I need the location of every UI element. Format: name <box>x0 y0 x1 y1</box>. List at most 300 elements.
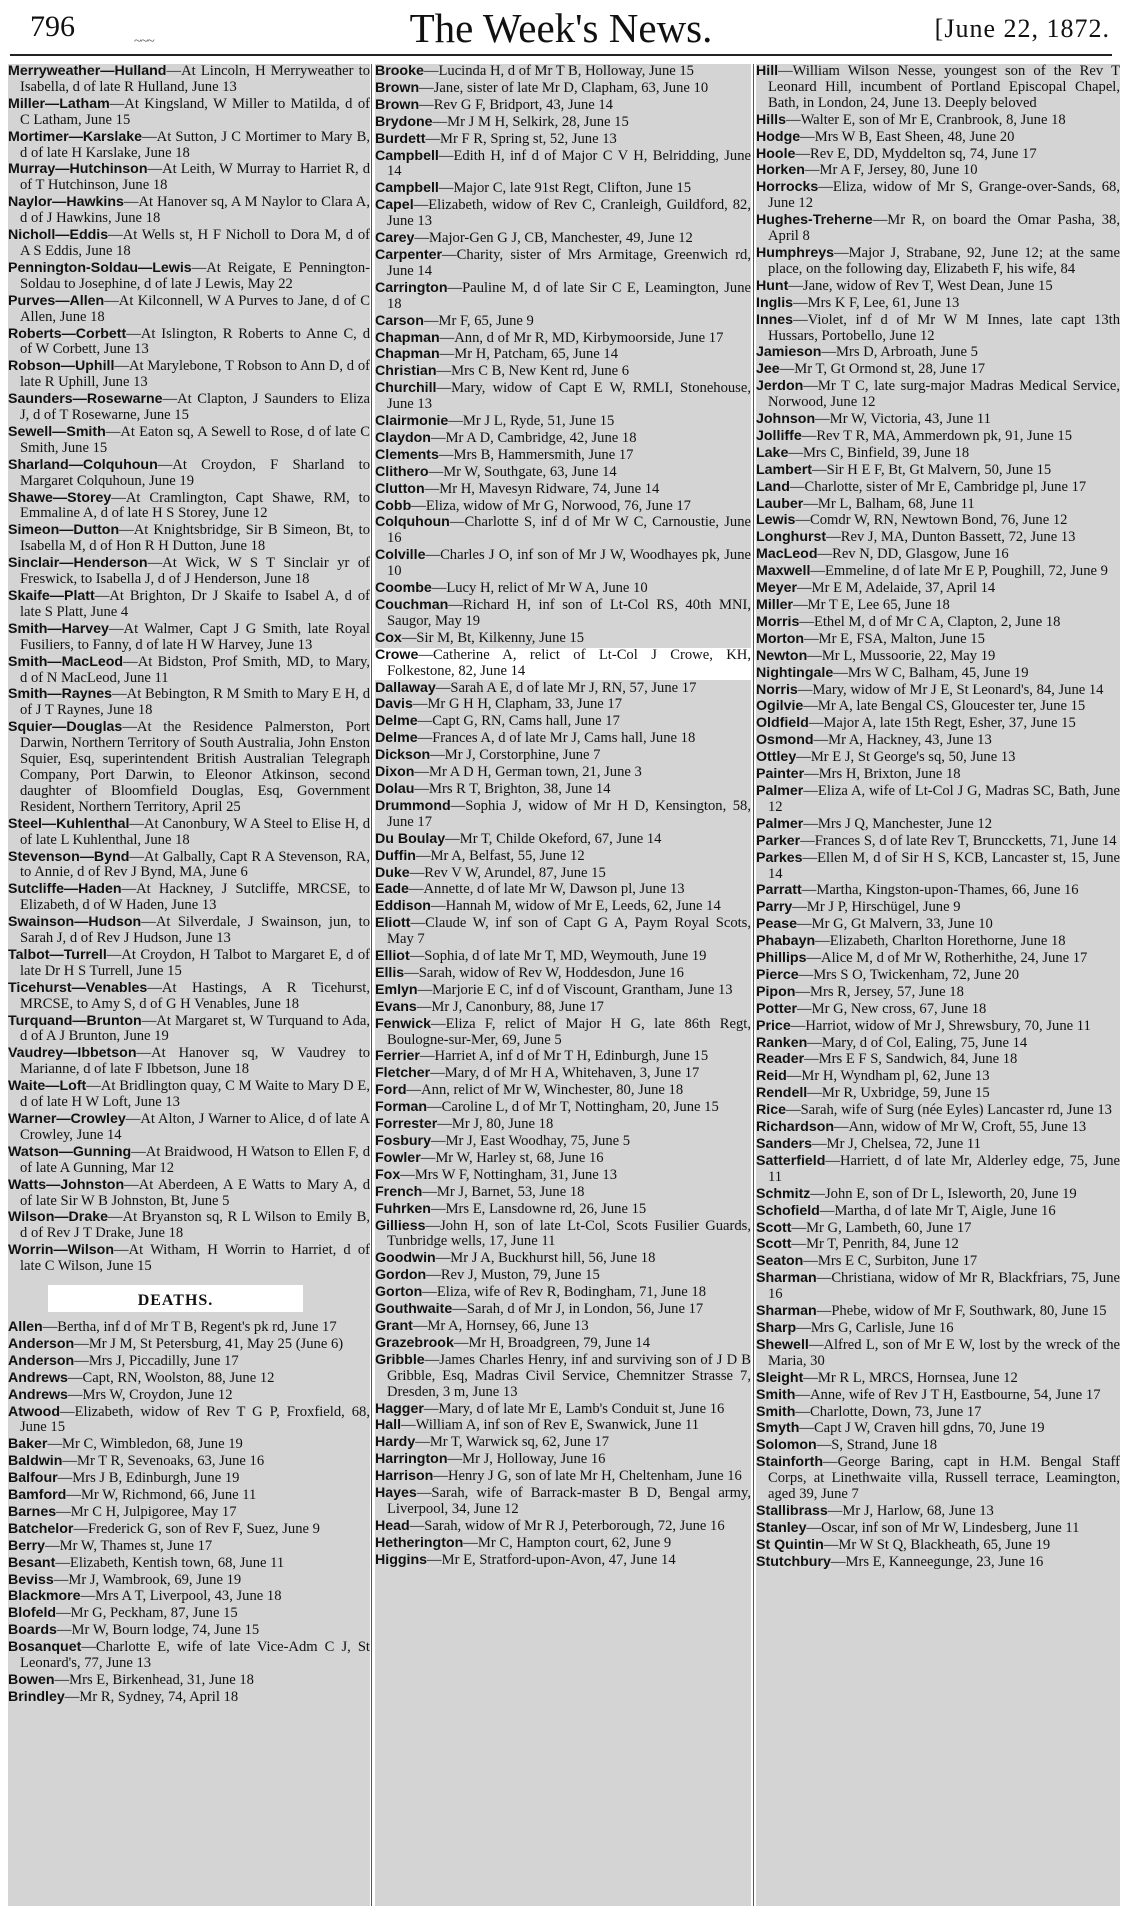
entry-name: Colville <box>375 547 426 564</box>
entry-name: Parkes <box>756 849 803 866</box>
notice-entry <box>8 1471 370 1487</box>
entry-name: Ticehurst—Venables <box>8 979 148 996</box>
entry-name: Baker <box>8 1436 48 1453</box>
entry-name: Eliott <box>375 915 411 932</box>
entry-name: Humphreys <box>756 244 835 261</box>
entry-name: Miller—Latham <box>8 95 110 112</box>
notice-entry <box>375 1151 751 1167</box>
notice-entry <box>8 1320 370 1336</box>
entry-text: —Major C, late 91st Regt, Clifton, June 15 <box>438 180 691 197</box>
notice-entry <box>8 1371 370 1387</box>
notice-entry <box>8 1673 370 1689</box>
entry-text: —At Bebington, R M Smith to Mary E H, d of J T Raynes, June 18 <box>20 686 370 719</box>
entry-name: Rendell <box>756 1085 808 1102</box>
entry-name: Hardy <box>375 1434 416 1451</box>
notice-entry <box>375 1553 751 1569</box>
notice-entry <box>8 1405 370 1437</box>
entry-name: Smyth <box>756 1420 800 1437</box>
entry-text: —Frances S, d of late Rev T, Brunccketts, 71, June 14 <box>800 832 1117 849</box>
entry-text: —Major A, late 15th Regt, Esher, 37, June 15 <box>808 715 1076 732</box>
entry-text: —Mr L, Mussoorie, 22, May 19 <box>807 647 996 664</box>
entry-text: —Mrs J B, Edinburgh, June 19 <box>57 1470 240 1487</box>
entry-text: —Mr F, 65, June 9 <box>423 312 534 329</box>
notice-entry <box>756 1455 1120 1503</box>
notice-entry <box>8 1145 370 1177</box>
entry-text: —Mr A, Hornsey, 66, June 13 <box>412 1317 589 1334</box>
entry-text: —Mr W, Thames st, June 17 <box>45 1537 213 1554</box>
entry-text: —Mrs W F, Nottingham, 31, June 13 <box>400 1166 618 1183</box>
entry-name: Delme <box>375 730 418 747</box>
entry-text: —At Walmer, Capt J G Smith, late Royal Fusiliers, to Fanny, d of late H W Harvey, June 13 <box>20 620 370 653</box>
entry-text: —Phebe, widow of Mr F, Southwark, 80, June 15 <box>816 1303 1107 1320</box>
notice-entry <box>375 966 751 982</box>
entry-name: Ogilvie <box>756 698 804 715</box>
entry-name: Duke <box>375 864 410 881</box>
entry-name: Brindley <box>8 1688 65 1705</box>
entry-text: —At Canonbury, W A Steel to Elise H, d of late L Kuhlenthal, June 18 <box>20 815 370 848</box>
entry-name: Meyer <box>756 580 798 597</box>
entry-text: —Mr C, Hampton court, 62, June 9 <box>463 1534 672 1551</box>
entry-name: Palmer <box>756 815 804 832</box>
notice-entry <box>756 1538 1120 1554</box>
notice-entry <box>375 983 751 999</box>
entry-text: —At Witham, H Worrin to Harriet, d of late C Wilson, June 15 <box>20 1242 370 1275</box>
entry-name: Talbot—Turrell <box>8 946 107 963</box>
entry-text: —At Margaret st, W Turquand to Ada, d of A J Brunton, June 19 <box>20 1012 370 1045</box>
notice-entry <box>375 465 751 481</box>
entry-name: Gordon <box>375 1267 427 1284</box>
entry-text: —Mr G, New cross, 67, June 18 <box>797 1000 987 1017</box>
entry-text: —Eliza A, wife of Lt-Col J G, Madras SC, Bath, June 12 <box>768 782 1120 815</box>
entry-name: Jamieson <box>756 344 822 361</box>
entry-text: —John E, son of Dr L, Isleworth, 20, June 19 <box>810 1185 1077 1202</box>
notice-entry <box>8 1640 370 1672</box>
entry-name: Murray—Hutchinson <box>8 161 148 178</box>
notice-entry <box>8 1210 370 1242</box>
entry-name: Dickson <box>375 747 431 764</box>
entry-name: Du Boulay <box>375 830 446 847</box>
entry-name: Warner—Crowley <box>8 1111 126 1127</box>
entry-name: Stevenson—Bynd <box>8 848 130 865</box>
entry-text: —Alice M, d of Mr W, Rotherhithe, 24, June 17 <box>806 950 1088 967</box>
entry-text: —Sarah A E, d of late Mr J, RN, 57, June 17 <box>435 679 697 696</box>
notice-entry <box>375 314 751 330</box>
notice-entry <box>8 1112 370 1144</box>
notice-entry <box>375 1536 751 1552</box>
entry-name: Duffin <box>375 847 416 864</box>
notice-entry <box>375 581 751 597</box>
entry-name: Ferrier <box>375 1048 420 1065</box>
entry-text: —Mr A, late Bengal CS, Gloucester ter, June 15 <box>803 698 1086 715</box>
entry-name: Mortimer—Karslake <box>8 128 143 145</box>
notice-entry <box>8 687 370 719</box>
entry-text: —Sarah, wife of Barrack-master B D, Bengal army, Liverpool, 34, June 12 <box>387 1485 751 1517</box>
entry-name: Parry <box>756 899 793 916</box>
notice-entry <box>756 1137 1120 1153</box>
notice-entry <box>756 1120 1120 1136</box>
notice-entry <box>8 981 370 1013</box>
entry-text: —At Kilconnell, W A Purves to Jane, d of C Allen, June 18 <box>20 292 370 325</box>
notice-entry <box>8 1556 370 1572</box>
entry-name: Saunders—Rosewarne <box>8 391 163 408</box>
entry-name: Cobb <box>375 497 412 514</box>
entry-name: Horken <box>756 162 805 179</box>
entry-name: Morris <box>756 613 800 630</box>
entry-text: —At Bridlington quay, C M Waite to Mary D E, d of late H W Loft, June 13 <box>20 1078 370 1111</box>
notice-entry <box>8 1522 370 1538</box>
notice-entry <box>375 414 751 430</box>
entry-name: Gouthwaite <box>375 1301 453 1318</box>
entry-name: Hayes <box>375 1485 417 1502</box>
entry-name: Phabayn <box>756 933 816 950</box>
entry-text: —Oscar, inf son of Mr W, Lindesberg, June 11 <box>806 1519 1080 1536</box>
notice-entry <box>8 1606 370 1622</box>
entry-text: —William Wilson Nesse, youngest son of the Rev T Leonard Hill, incumbent of Portland Episcopal Chapel, Bath, in London, 24, June 13. Deeply beloved <box>768 64 1120 111</box>
entry-text: —Mrs A T, Liverpool, 43, June 18 <box>80 1588 282 1605</box>
notice-entry <box>8 359 370 391</box>
entry-text: —Mr T, Penrith, 84, June 12 <box>791 1236 959 1253</box>
entry-name: Waite—Loft <box>8 1078 87 1095</box>
entry-name: Hetherington <box>375 1534 464 1551</box>
entry-name: Smith—Raynes <box>8 686 113 703</box>
entry-text: —Mrs H, Brixton, June 18 <box>804 766 961 783</box>
entry-text: —Mrs J Q, Manchester, June 12 <box>803 815 993 832</box>
entry-name: Fowler <box>375 1149 421 1166</box>
notice-entry <box>375 765 751 781</box>
entry-text: —Mrs W, Croydon, June 12 <box>67 1386 233 1403</box>
entry-text: —Rev T R, MA, Ammerdown pk, 91, June 15 <box>801 427 1072 444</box>
notice-entry <box>375 832 751 848</box>
entry-text: —Rev J, Muston, 79, June 15 <box>426 1267 600 1284</box>
entry-text: —Mrs R, Jersey, 57, June 18 <box>795 983 964 1000</box>
entry-text: —At Cramlington, Capt Shawe, RM, to Emmaline A, d of late H S Storey, June 12 <box>20 489 370 522</box>
entry-text: —Walter E, son of Mr E, Cranbrook, 8, June 18 <box>785 111 1066 128</box>
notice-entry <box>8 1014 370 1046</box>
entry-name: Drummond <box>375 797 451 814</box>
entry-name: Miller <box>756 597 794 613</box>
notice-entry <box>375 782 751 798</box>
entry-text: —Ann, widow of Mr W, Croft, 55, June 13 <box>834 1119 1087 1136</box>
notice-entry <box>756 649 1120 665</box>
notice-entry <box>375 748 751 764</box>
notice-entry <box>375 631 751 647</box>
notice-entry <box>375 548 751 580</box>
entry-name: Norris <box>756 681 798 698</box>
notice-entry <box>8 130 370 162</box>
entry-name: Phillips <box>756 950 807 967</box>
entry-text: —Ann, relict of Mr W, Winchester, 80, June 18 <box>406 1082 684 1099</box>
entry-text: —Caroline L, d of Mr T, Nottingham, 20, June 15 <box>427 1099 719 1116</box>
entry-name: Turquand—Brunton <box>8 1012 142 1029</box>
column-divider <box>371 64 372 1906</box>
notice-entry <box>756 1086 1120 1102</box>
entry-name: Sinclair—Henderson <box>8 555 148 572</box>
notice-entry <box>375 731 751 747</box>
entry-text: —Elizabeth, Kentish town, 68, June 11 <box>55 1554 285 1571</box>
entry-name: Skaife—Platt <box>8 588 95 604</box>
entry-name: Crowe <box>375 646 419 663</box>
entry-name: Campbell <box>375 180 439 197</box>
entry-name: Hill <box>756 64 779 79</box>
entry-name: Clairmonie <box>375 413 449 430</box>
entry-text: —John H, son of late Lt-Col, Scots Fusilier Guards, Tunbridge wells, 17, June 11 <box>387 1217 751 1250</box>
notice-entry <box>375 1336 751 1352</box>
entry-name: Pipon <box>756 983 796 1000</box>
notice-entry <box>756 130 1120 146</box>
notice-entry <box>375 248 751 280</box>
entry-text: —Mr W, Harley st, 68, June 16 <box>420 1149 604 1166</box>
notice-entry <box>8 1539 370 1555</box>
notice-entry <box>756 716 1120 732</box>
notice-entry <box>375 1202 751 1218</box>
notice-entry <box>375 1117 751 1133</box>
entry-name: Eade <box>375 881 409 898</box>
entry-name: Campbell <box>375 147 439 164</box>
entry-name: Scott <box>756 1219 792 1236</box>
entry-text: —Mrs B, Hammersmith, June 17 <box>438 446 634 463</box>
notice-entry <box>756 900 1120 916</box>
entry-text: —Pauline M, d of late Sir C E, Leamington, June 18 <box>387 279 751 312</box>
entry-name: Watts—Johnston <box>8 1176 125 1193</box>
notice-entry <box>375 1049 751 1065</box>
notice-entry <box>756 733 1120 749</box>
notice-entry <box>375 198 751 230</box>
entry-text: —Mr F R, Spring st, 52, June 13 <box>425 130 617 147</box>
entry-name: Evans <box>375 998 417 1015</box>
entry-text: —Mary, d of Mr H A, Whitehaven, 3, June 17 <box>430 1065 700 1082</box>
notice-entry <box>8 1437 370 1453</box>
entry-name: Pease <box>756 916 798 933</box>
entry-name: Carson <box>375 312 424 329</box>
entry-name: Jolliffe <box>756 427 802 444</box>
entry-name: Bosanquet <box>8 1639 82 1656</box>
entry-name: Brown <box>375 79 420 96</box>
entry-text: —Bertha, inf d of Mr T B, Regent's pk rd, June 17 <box>42 1318 337 1335</box>
entry-text: —Mr T, Childe Okeford, 67, June 14 <box>445 830 662 847</box>
entry-text: —At Bryanston sq, R L Wilson to Emily B, d of Rev J T Drake, June 18 <box>20 1209 370 1242</box>
entry-text: —Sarah, widow of Rev W, Hoddesdon, June 16 <box>404 964 684 981</box>
entry-name: Barnes <box>8 1503 57 1520</box>
notice-entry <box>756 1154 1120 1186</box>
notice-entry <box>375 1319 751 1335</box>
entry-name: Atwood <box>8 1403 61 1420</box>
notice-entry <box>8 1488 370 1504</box>
entry-name: Besant <box>8 1554 56 1571</box>
entry-text: —Charlotte, Down, 73, June 17 <box>795 1403 982 1420</box>
notice-entry <box>375 866 751 882</box>
entry-name: French <box>375 1183 423 1200</box>
entry-name: Morton <box>756 630 805 647</box>
entry-text: —Sophia J, widow of Mr H D, Kensington, 58, June 17 <box>387 797 751 830</box>
entry-text: —Rev G F, Bridport, 43, June 14 <box>419 96 613 113</box>
notice-entry <box>756 951 1120 967</box>
entry-name: Solomon <box>756 1437 817 1454</box>
notice-entry <box>375 681 751 697</box>
notice-entry <box>375 1435 751 1451</box>
notice-entry <box>375 714 751 730</box>
entry-text: —Sir M, Bt, Kilkenny, June 15 <box>401 629 585 646</box>
entry-text: —Mr J, East Woodhay, 75, June 5 <box>430 1133 631 1149</box>
entry-name: Reid <box>756 1068 787 1085</box>
entry-name: Jerdon <box>756 378 804 395</box>
entry-name: Harrington <box>375 1451 448 1468</box>
notice-entry <box>756 699 1120 715</box>
entry-name: Batchelor <box>8 1520 74 1537</box>
notice-entry <box>756 113 1120 129</box>
notice-entry <box>8 523 370 555</box>
entry-text: —Mr E M, Adelaide, 37, April 14 <box>797 580 996 597</box>
entry-text: —At Hackney, J Sutcliffe, MRCSE, to Elizabeth, d of W Haden, June 13 <box>20 881 370 914</box>
entry-text: —Harriet A, inf d of Mr T H, Edinburgh, June 15 <box>419 1048 709 1065</box>
entry-text: —At Wick, W S T Sinclair yr of Freswick, to Isabella J, d of J Henderson, June 18 <box>20 555 370 588</box>
entry-text: —At Brighton, Dr J Skaife to Isabel A, d of late S Platt, June 4 <box>20 588 370 620</box>
notice-entry <box>756 1321 1120 1337</box>
entry-text: —Capt G, RN, Cams hall, June 17 <box>417 713 620 730</box>
notice-entry <box>375 1219 751 1251</box>
entry-text: —Elizabeth, Charlton Horethorne, June 18 <box>815 933 1066 950</box>
notice-entry <box>8 589 370 621</box>
notice-entry <box>8 1573 370 1589</box>
notice-entry <box>8 392 370 424</box>
notice-entry <box>756 834 1120 850</box>
entry-text: —Elizabeth, widow of Rev T G P, Froxfield, 68, June 15 <box>20 1403 370 1436</box>
notice-entry <box>8 655 370 687</box>
entry-name: Carrington <box>375 279 448 296</box>
entry-text: —Mr A, Hackney, 43, June 13 <box>813 732 992 749</box>
entry-text: —Mary, d of late Mr E, Lamb's Conduit st, June 16 <box>423 1400 725 1417</box>
notice-entry <box>756 480 1120 496</box>
notice-entry <box>8 817 370 849</box>
notice-entry <box>375 132 751 148</box>
entry-name: Price <box>756 1017 791 1034</box>
notice-entry <box>756 463 1120 479</box>
notice-entry <box>8 327 370 359</box>
entry-name: Blofeld <box>8 1605 57 1622</box>
notice-entry <box>756 598 1120 614</box>
entry-name: Anderson <box>8 1335 75 1352</box>
entry-name: Newton <box>756 647 808 664</box>
entry-text: —William A, inf son of Rev E, Swanwick, June 11 <box>401 1417 700 1434</box>
entry-text: —Mrs D, Arbroath, June 5 <box>821 344 978 361</box>
entry-text: —At Bidston, Prof Smith, MD, to Mary, d of N MacLeod, June 11 <box>20 653 370 686</box>
entry-name: Gribble <box>375 1351 425 1368</box>
entry-name: Burdett <box>375 130 426 147</box>
notice-entry <box>375 381 751 413</box>
entry-name: Chapman <box>375 329 440 346</box>
notice-entry <box>8 261 370 293</box>
notice-entry <box>756 362 1120 378</box>
entry-name: Balfour <box>8 1470 58 1487</box>
notice-entry <box>375 1285 751 1301</box>
entry-text: —Mr J, 80, June 18 <box>437 1116 554 1133</box>
notice-entry <box>8 458 370 490</box>
entry-text: —Harriot, widow of Mr J, Shrewsbury, 70, June 11 <box>790 1017 1091 1034</box>
notice-entry <box>375 799 751 831</box>
entry-text: —Mr W St Q, Blackheath, 65, June 19 <box>823 1536 1051 1553</box>
entry-text: —Charlotte, sister of Mr E, Cambridge pl, June 17 <box>789 478 1087 495</box>
notice-entry <box>8 720 370 815</box>
entry-text: —Elizabeth, widow of Rev C, Cranleigh, Guildford, 82, June 13 <box>387 197 751 230</box>
notice-entry <box>375 697 751 713</box>
entry-name: St Quintin <box>756 1536 824 1553</box>
notice-entry <box>375 1268 751 1284</box>
entry-text: —Mrs S O, Twickenham, 72, June 20 <box>798 966 1020 983</box>
entry-name: Fuhrken <box>375 1200 431 1217</box>
entry-name: Rice <box>756 1102 786 1119</box>
entry-name: Roberts—Corbett <box>8 325 127 342</box>
entry-name: Christian <box>375 363 437 380</box>
notice-entry <box>8 1623 370 1639</box>
entry-text: —Mr E J, St George's sq, 50, June 13 <box>796 749 1016 766</box>
entry-text: —S, Strand, June 18 <box>816 1437 938 1454</box>
notice-entry <box>375 1519 751 1535</box>
entry-text: —Alfred L, son of Mr E W, lost by the wreck of the Maria, 30 <box>768 1336 1120 1369</box>
notice-entry <box>375 849 751 865</box>
notice-entry <box>8 425 370 457</box>
entry-text: —Marjorie E C, inf d of Viscount, Grantham, June 13 <box>417 981 733 998</box>
entry-text: —Charles J O, inf son of Mr J W, Woodhayes pk, June 10 <box>387 547 751 580</box>
notice-entry <box>8 1690 370 1706</box>
entry-text: —Mrs E, Lansdowne rd, 26, June 15 <box>430 1200 647 1217</box>
entry-name: Ranken <box>756 1034 808 1051</box>
column-1 <box>8 64 370 1906</box>
entry-name: Vaudrey—Ibbetson <box>8 1045 137 1062</box>
entry-name: Sharland—Colquhoun <box>8 456 158 473</box>
header-flourish: ~~~ <box>134 34 154 49</box>
notice-entry <box>8 1354 370 1370</box>
notice-entry <box>756 379 1120 411</box>
entry-text: —Sir H E F, Bt, Gt Malvern, 50, June 15 <box>811 461 1052 478</box>
notice-entry <box>756 1304 1120 1320</box>
notice-entry <box>8 1046 370 1078</box>
notice-entry <box>756 1069 1120 1085</box>
entry-text: —Mr G, Gt Malvern, 33, June 10 <box>797 916 993 933</box>
notice-entry <box>756 1052 1120 1068</box>
notice-entry <box>756 1103 1120 1119</box>
entry-name: Smith—MacLeod <box>8 653 124 670</box>
notice-entry <box>375 1000 751 1016</box>
issue-date: [June 22, 1872. <box>934 14 1110 43</box>
notice-entry <box>756 985 1120 1001</box>
entry-name: Seaton <box>756 1253 804 1270</box>
entry-text: —Mrs K F, Lee, 61, June 13 <box>793 294 960 311</box>
entry-text: —Lucy H, relict of Mr W A, June 10 <box>431 580 648 597</box>
notice-entry <box>756 296 1120 312</box>
entry-text: —Charlotte E, wife of late Vice-Adm C J, St Leonard's, 77, June 13 <box>20 1639 370 1672</box>
notice-entry <box>756 180 1120 212</box>
entry-name: Shawe—Storey <box>8 489 112 506</box>
entry-text: —Mr R, Uxbridge, 59, June 15 <box>807 1085 990 1102</box>
entry-text: —At Croydon, H Talbot to Margaret E, d of late Dr H S Turrell, June 15 <box>20 946 370 979</box>
entry-name: Jee <box>756 361 780 378</box>
entry-text: —Mrs E, Birkenhead, 31, June 18 <box>54 1672 254 1688</box>
entry-text: —Ethel M, d of Mr C A, Clapton, 2, June 18 <box>799 613 1061 630</box>
entry-text: —Eliza, wife of Rev R, Bodingham, 71, June 18 <box>422 1284 707 1301</box>
entry-text: —At Reigate, E Pennington-Soldau to Josephine, d of late J Lewis, May 22 <box>20 259 370 292</box>
entry-name: Smith <box>756 1403 796 1420</box>
entry-name: Parratt <box>756 882 802 899</box>
entry-name: Squier—Douglas <box>8 719 123 736</box>
entry-text: —Mr J, Corstorphine, June 7 <box>430 747 601 764</box>
entry-text: —Mr W, Victoria, 43, June 11 <box>815 411 991 428</box>
notice-entry <box>756 1237 1120 1253</box>
entry-name: Sharman <box>756 1270 817 1287</box>
entry-text: —Mrs R T, Brighton, 38, June 14 <box>414 780 611 797</box>
entry-text: —Mr J M, St Petersburg, 41, May 25 (June 6) <box>74 1335 344 1352</box>
entry-name: Hills <box>756 111 786 128</box>
notice-entry <box>756 1555 1120 1571</box>
entry-text: —Eliza F, relict of Major H G, late 86th Regt, Boulogne-sur-Mer, 69, June 5 <box>387 1015 751 1048</box>
